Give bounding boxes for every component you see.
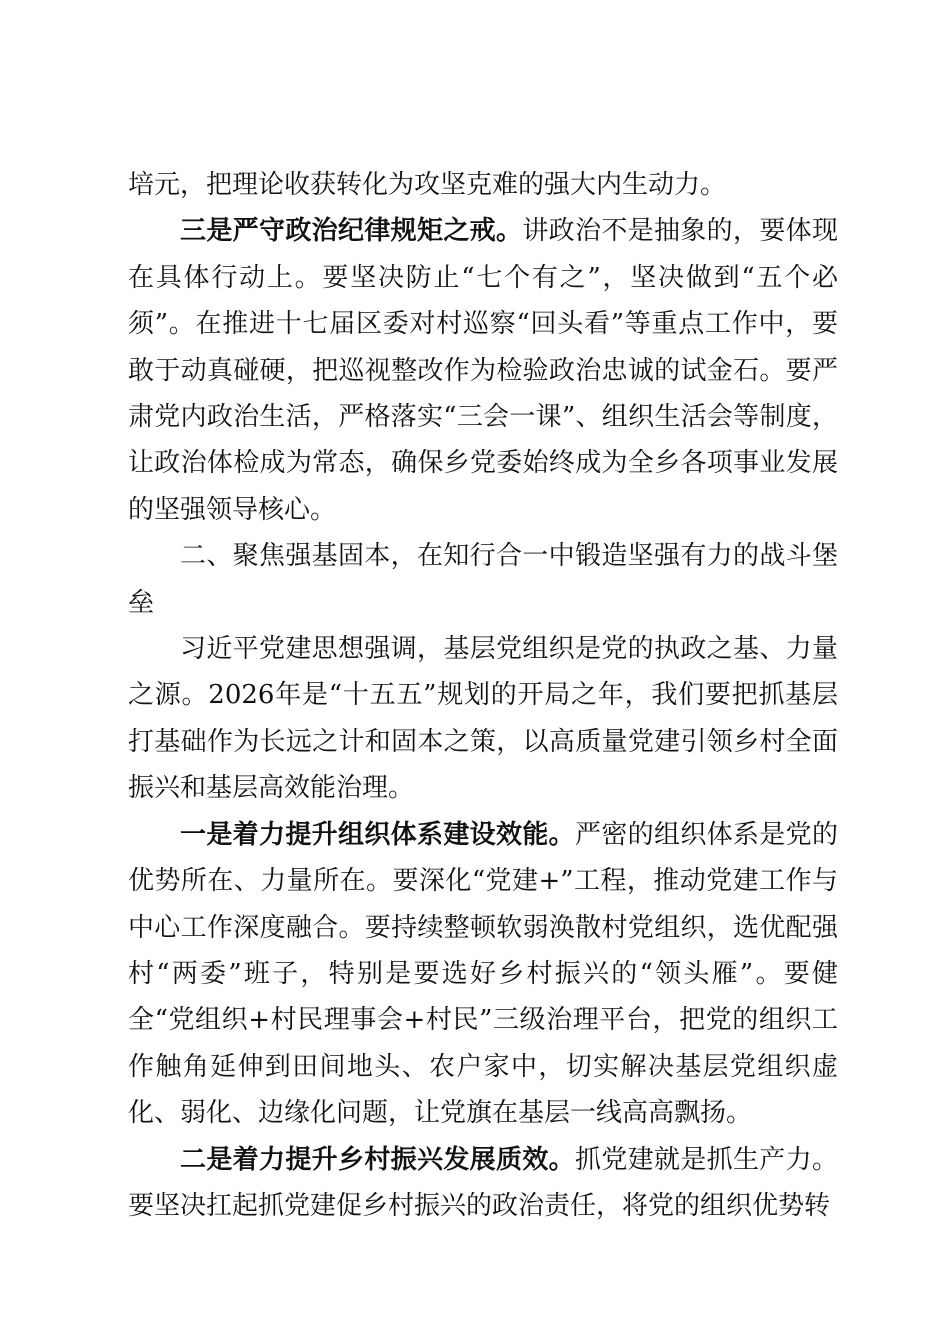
paragraph-text: 讲政治不是抽象的，要体现在具体行动上。要坚决防止“七个有之”，坚决做到“五个必须”。在推进十七届区委对村巡察“回头看”等重点工作中，要敢于动真碰硬，把巡视整改作为检验政治忠诚的试金石。要严肃党内政治生活，严格落实“三会一课”、组织生活会等制度，让政治体检成为常态，确保乡党委始终成为全乡各项事业发展的坚强领导核心。 — [128, 216, 838, 525]
paragraph-intro — [128, 626, 838, 812]
paragraph-text: 严密的组织体系是党的优势所在、力量所在。要深化“党建+”工程，推动党建工作与中心工作深度融合。要持续整顿软弱涣散村党组织，选优配强村“两委”班子，特别是要选好乡村振兴的“领头雁”。要健全“党组织+村民理事会+村民”三级治理平台，把党的组织工作触角延伸到田间地头、农户家中，切实解决基层党组织虚化、弱化、边缘化问题，让党旗在基层一线高高飘扬。 — [128, 819, 838, 1129]
document-body — [128, 162, 838, 1229]
paragraph-continuation — [128, 162, 838, 208]
paragraph-lead-heading: 三是严守政治纪律规矩之戒。 — [180, 216, 523, 247]
paragraph-discipline — [128, 208, 838, 533]
paragraph-lead-heading: 二是着力提升乡村振兴发展质效。 — [180, 1144, 575, 1175]
paragraph-text: 培元，把理论收获转化为攻坚克难的强大内生动力。 — [128, 170, 727, 200]
paragraph-text: 习近平党建思想强调，基层党组织是党的执政之基、力量之源。2026年是“十五五”规划的开局之年，我们要把抓基层打基础作为长远之计和固本之策，以高质量党建引领乡村全面振兴和基层高效能治理。 — [128, 634, 838, 804]
paragraph-organization — [128, 812, 838, 1137]
paragraph-lead-heading: 一是着力提升组织体系建设效能。 — [180, 819, 575, 850]
paragraph-text: 抓党建就是抓生产力。要坚决扛起抓党建促乡村振兴的政治责任，将党的组织优势转 — [128, 1144, 838, 1221]
section-heading — [128, 533, 838, 626]
paragraph-rural-revitalization — [128, 1137, 838, 1230]
section-heading-text: 二、聚焦强基固本，在知行合一中锻造坚强有力的战斗堡垒 — [128, 541, 838, 618]
